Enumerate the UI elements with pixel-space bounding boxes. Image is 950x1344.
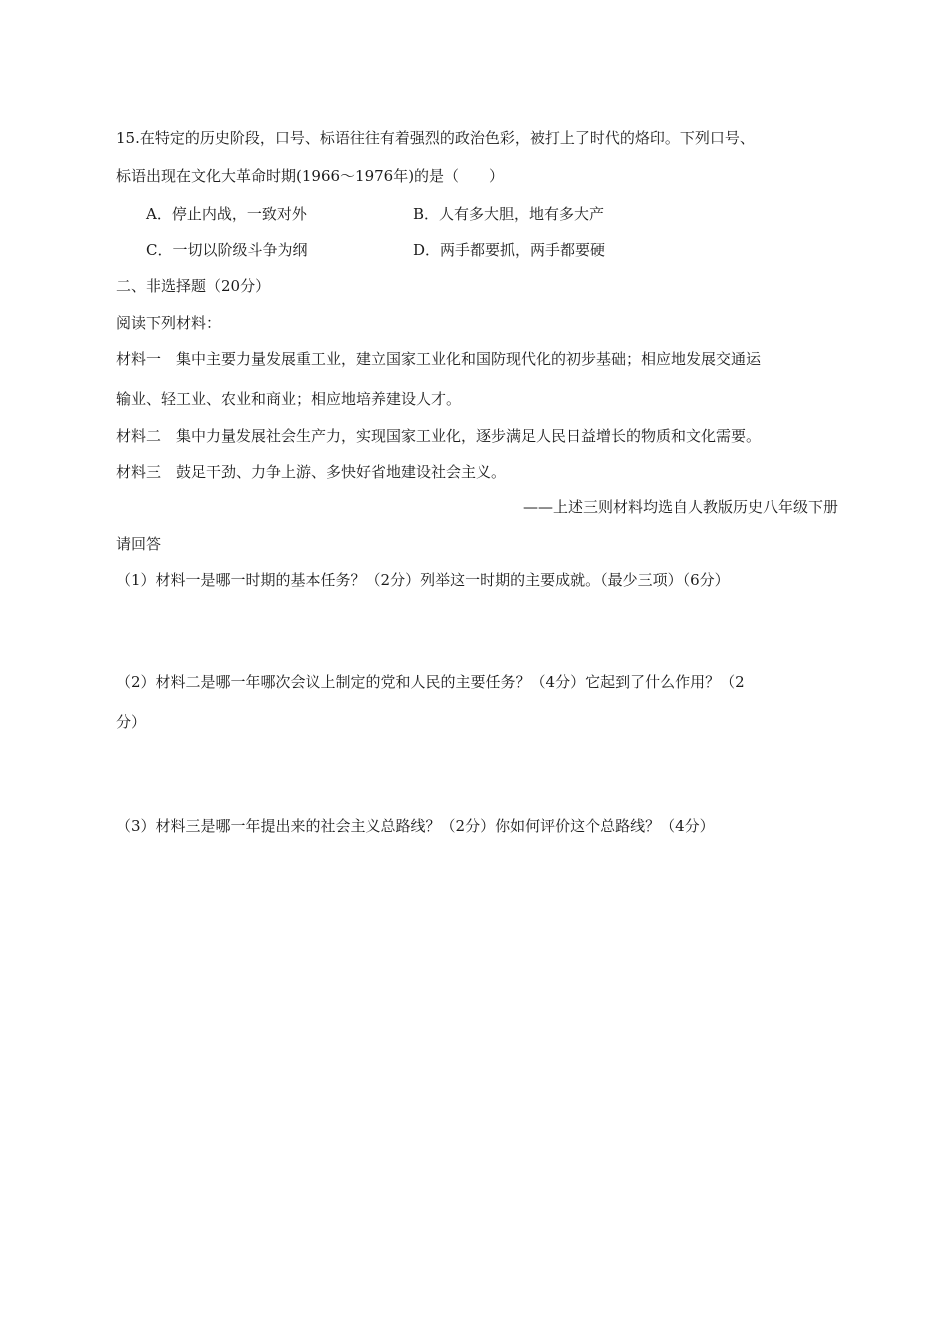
material-3: 材料三 鼓足干劲、力争上游、多快好省地建设社会主义。 (116, 463, 507, 481)
question-15-option-a: A．停止内战，一致对外 (146, 205, 307, 223)
answer-prompt: 请回答 (116, 535, 162, 553)
section-2-heading: 二、非选择题（20分） (116, 277, 271, 295)
material-source: ——上述三则材料均选自人教版历史八年级下册 (522, 498, 838, 516)
sub-question-2-line1: （2）材料二是哪一年哪次会议上制定的党和人民的主要任务？（4分）它起到了什么作用？（2 (116, 673, 745, 691)
material-2: 材料二 集中力量发展社会生产力，实现国家工业化，逐步满足人民日益增长的物质和文化需要。 (116, 427, 762, 445)
question-15-option-c: C．一切以阶级斗争为纲 (146, 241, 308, 259)
sub-question-1: （1）材料一是哪一时期的基本任务？（2分）列举这一时期的主要成就。（最少三项）（6分） (116, 571, 730, 589)
question-15-option-b: B．人有多大胆，地有多大产 (413, 205, 605, 223)
question-15-option-d: D．两手都要抓，两手都要硬 (413, 241, 606, 259)
sub-question-3: （3）材料三是哪一年提出来的社会主义总路线？（2分）你如何评价这个总路线？（4分） (116, 817, 715, 835)
material-1-line1: 材料一 集中主要力量发展重工业，建立国家工业化和国防现代化的初步基础；相应地发展交通运 (116, 350, 762, 368)
material-1-line2: 输业、轻工业、农业和商业；相应地培养建设人才。 (116, 390, 462, 408)
question-15-stem-line1: 15.在特定的历史阶段，口号、标语往往有着强烈的政治色彩，被打上了时代的烙印。下列口号、 (116, 129, 755, 147)
sub-question-2-line2: 分） (116, 713, 147, 731)
reading-intro: 阅读下列材料： (116, 314, 222, 332)
question-15-stem-line2: 标语出现在文化大革命时期(1966～1976年)的是（ ） (116, 167, 505, 185)
